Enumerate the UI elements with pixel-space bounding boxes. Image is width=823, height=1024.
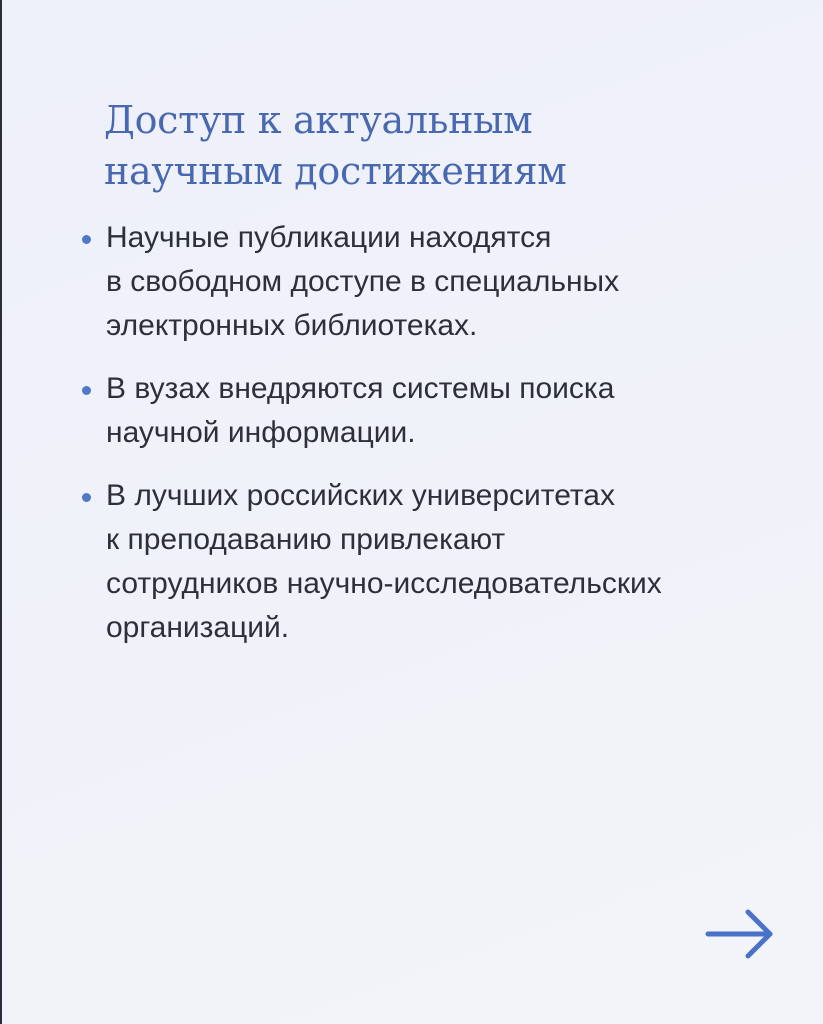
list-item	[78, 474, 798, 650]
bullet-line: В лучших российских университетах	[106, 479, 615, 512]
title-line: Доступ к актуальным	[104, 98, 533, 142]
list-item	[78, 216, 798, 348]
list-item	[78, 367, 798, 455]
title-line: научным достижениям	[104, 149, 567, 193]
bullet-line: научной информации.	[106, 416, 416, 449]
page-title	[104, 95, 794, 197]
arrow-right-icon	[704, 906, 776, 962]
bullet-text	[106, 474, 798, 650]
bullet-line: в свободном доступе в специальных	[106, 265, 620, 298]
left-edge-divider	[0, 0, 2, 1024]
bullet-line: В вузах внедряются системы поиска	[106, 372, 615, 405]
bullet-line: сотрудников научно-исследовательских	[106, 567, 662, 600]
bullet-dot-icon	[82, 493, 91, 502]
bullet-text	[106, 216, 798, 348]
bullet-line: организаций.	[106, 611, 290, 644]
next-slide-button[interactable]	[704, 906, 776, 962]
bullet-dot-icon	[82, 235, 91, 244]
bullet-line: электронных библиотеках.	[106, 309, 478, 342]
bullet-dot-icon	[82, 386, 91, 395]
bullet-line: к преподаванию привлекают	[106, 523, 506, 556]
bullet-line: Научные публикации находятся	[106, 221, 552, 254]
bullet-list	[78, 216, 798, 650]
bullet-text	[106, 367, 798, 455]
